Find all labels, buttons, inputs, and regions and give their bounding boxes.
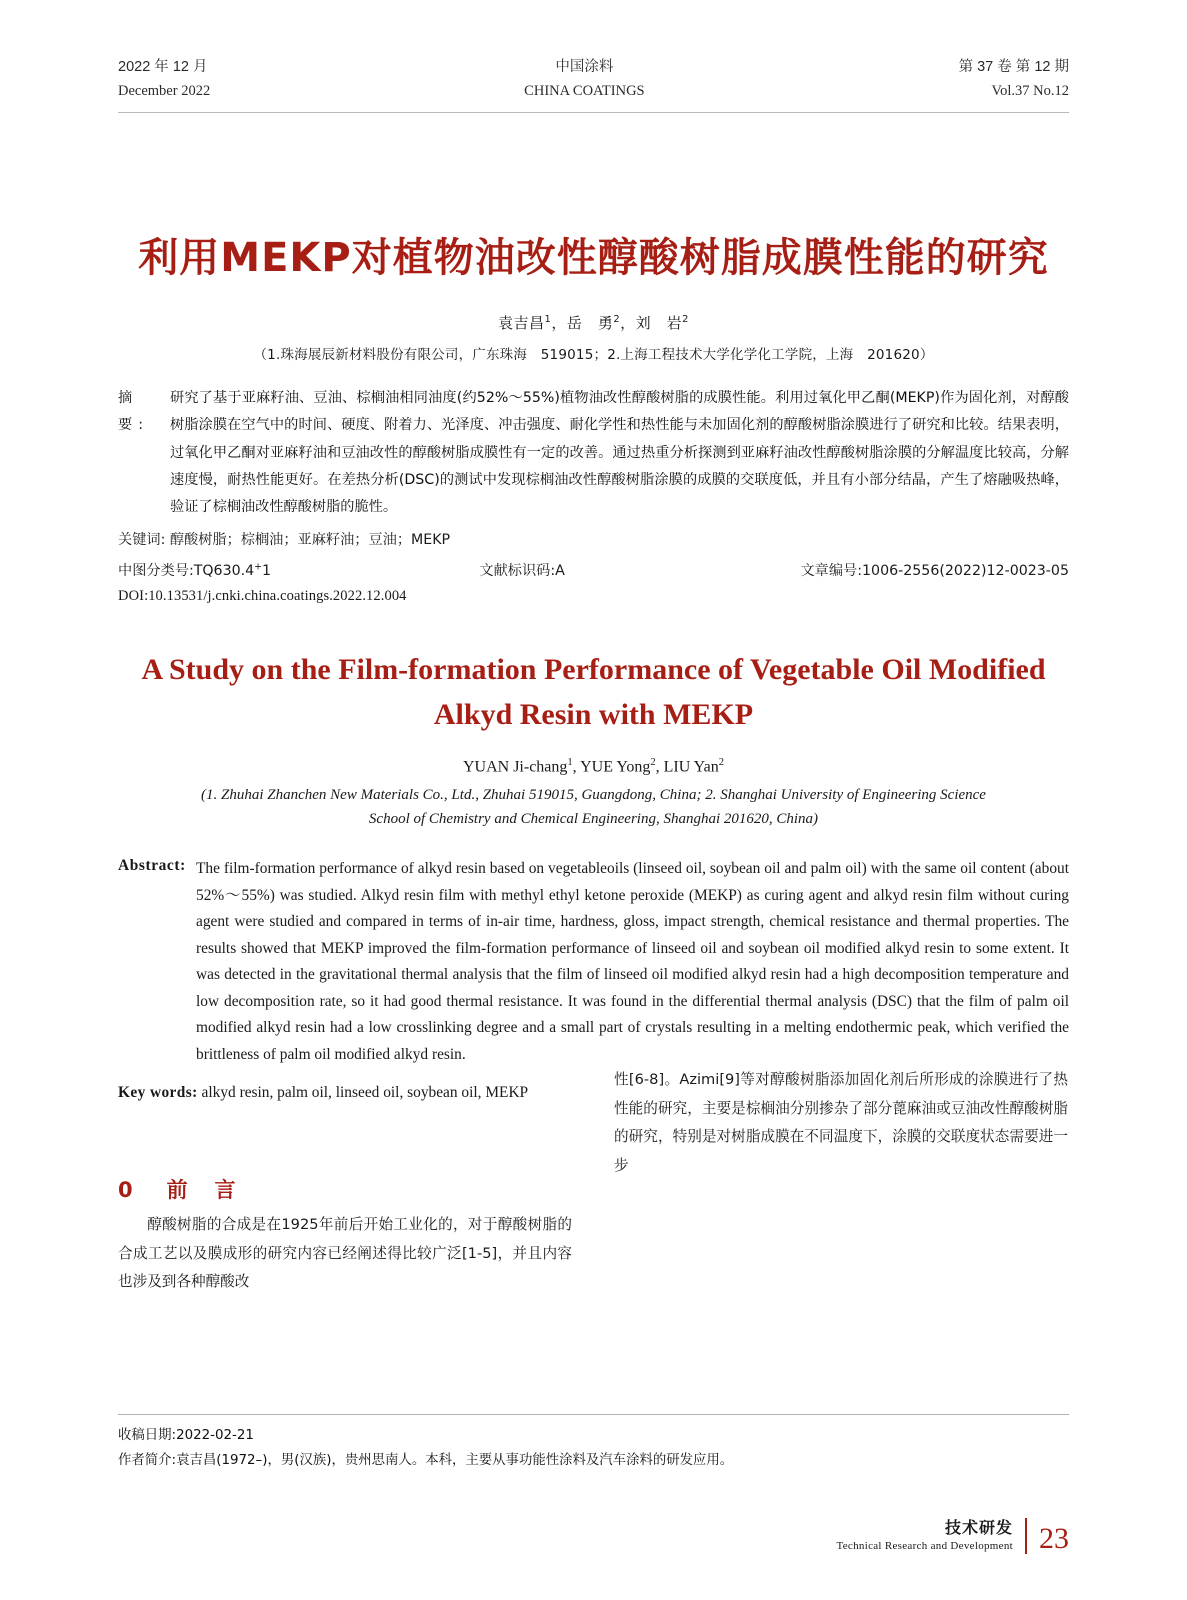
- authors-cn: 袁吉昌$^1$，岳 勇$^2$，刘 岩$^2$: [498, 314, 689, 333]
- abstract-cn: [118, 385, 1069, 521]
- running-head-date-cn: 2022 年 12 月: [118, 59, 208, 75]
- body-column-left: [118, 1112, 572, 1296]
- keywords-label-en: Key words:: [118, 1084, 198, 1102]
- footer-label-cn: 技术研发: [944, 1518, 1013, 1538]
- journal-name-en: CHINA COATINGS: [524, 82, 645, 99]
- body-paragraph: 性[6-8]。Azimi[9]等对醇酸树脂添加固化剂后所形成的涂膜进行了热性能的研究，主要是棕榈油分别掺杂了部分蓖麻油或豆油改性醇酸树脂的研究，特别是对树脂成膜在不同温度下，涂膜的交联度状态需要进一步: [614, 1071, 1068, 1174]
- abstract-en: [118, 853, 1069, 1068]
- clc-number: [118, 558, 479, 586]
- affiliation-cn: （1.珠海展辰新材料股份有限公司，广东珠海 519015；2.上海工程技术大学化学化工学院，上海 201620）: [253, 347, 934, 364]
- document-code-label: 文献标识码:: [479, 563, 556, 580]
- document-code-value: A: [555, 563, 565, 580]
- page-footer: [118, 1518, 1069, 1554]
- document-code: [479, 558, 764, 586]
- running-head-date-en: December 2022: [118, 82, 211, 99]
- running-head: [118, 56, 1069, 113]
- volume-issue-en: Vol.37 No.12: [991, 82, 1069, 99]
- abstract-text-cn: 研究了基于亚麻籽油、豆油、棕榈油相同油度(约52%～55%)植物油改性醇酸树脂的成膜性能。利用过氧化甲乙酮(MEKP)作为固化剂，对醇酸树脂涂膜在空气中的时间、硬度、附着力、光泽度、冲击强度、耐化学性和热性能与未加固化剂的醇酸树脂涂膜进行了研究和比较。结果表明，过氧化甲乙酮对亚麻籽油和豆油改性的醇酸树脂成膜性有一定的改善。通过热重分析探测到亚麻籽油改性醇酸树脂涂膜的分解温度比较高，分解速度慢，耐热性能更好。在差热分析(DSC)的测试中发现棕榈油改性醇酸树脂涂膜的成膜的交联度低，并且有小部分结晶，产生了熔融吸热峰，验证了棕榈油改性醇酸树脂的脆性。: [170, 390, 1069, 516]
- section-number: 0: [118, 1178, 136, 1203]
- article-number-value: 1006-2556(2022)12-0023-05: [862, 563, 1069, 580]
- affiliation-en-line1: (1. Zhuhai Zhanchen New Materials Co., Ltd., Zhuhai 519015, Guangdong, China; 2. Shanghai University of Engineering Science: [201, 787, 986, 804]
- running-head-left: [118, 56, 210, 104]
- running-head-center: [210, 56, 958, 104]
- abstract-label-cn: 摘 要:: [118, 390, 159, 434]
- affiliation-en: [118, 784, 1069, 831]
- keywords-cn: [118, 527, 1069, 554]
- footer-section-labels: [837, 1518, 1028, 1554]
- volume-issue-cn: 第 37 卷 第 12 期: [958, 59, 1069, 75]
- clc-value: TQ630.4+1: [193, 561, 272, 580]
- footer-label-en: Technical Research and Development: [836, 1540, 1013, 1553]
- abstract-label-en: Abstract:: [118, 856, 186, 874]
- article-title-en: A Study on the Film-formation Performance of Vegetable Oil Modified Alkyd Resin with MEKP: [141, 653, 1046, 732]
- body-paragraph: 醇酸树脂的合成是在1925年前后开始工业化的，对于醇酸树脂的合成工艺以及膜成形的研究内容已经阐述得比较广泛[1-5]，并且内容也涉及到各种醇酸改: [118, 1216, 572, 1291]
- doi: DOI:10.13531/j.cnki.china.coatings.2022.12.004: [118, 588, 407, 605]
- article-number: [765, 558, 1069, 586]
- article-number-label: 文章编号:: [800, 563, 863, 580]
- section-heading: [118, 1170, 572, 1211]
- body-column-right: [614, 1066, 1068, 1296]
- keywords-text-en: alkyd resin, palm oil, linseed oil, soybean oil, MEKP: [201, 1084, 529, 1102]
- journal-name-cn: 中国涂料: [555, 59, 614, 75]
- keywords-text-cn: 醇酸树脂；棕榈油；亚麻籽油；豆油；MEKP: [169, 532, 451, 549]
- keywords-label-cn: 关键词:: [118, 532, 166, 549]
- section-title: 前 言: [166, 1178, 239, 1203]
- abstract-text-en: The film-formation performance of alkyd resin based on vegetableoils (linseed oil, soybean oil and palm oil) with the same oil content (about 52%～55%) was studied. Alkyd resin film with methyl ethyl ketone peroxide (MEKP) as curing agent and alkyd resin film without curing agent were studied and compared in terms of in-air time, hardness, gloss, impact strength, chemical resistance and thermal properties. The results showed that MEKP improved the film-formation performance of linseed oil and soybean oil modified alkyd resin to some extent. It was detected in the gravitational thermal analysis that the film of linseed oil modified alkyd resin had a high decomposition temperature and low decomposition rate, so it had good thermal resistance. It was found in the differential thermal analysis (DSC) that the film of palm oil modified alkyd resin had a low crosslinking degree and a small part of crystals resulting in a melting endothermic peak, which verified the brittleness of palm oil modified alkyd resin.: [196, 860, 1069, 1063]
- page-number: 23: [1039, 1522, 1069, 1555]
- author-biography: 作者简介:袁吉昌(1972–)，男(汉族)，贵州思南人。本科，主要从事功能性涂料及汽车涂料的研发应用。: [118, 1453, 734, 1469]
- article-title-cn: 利用MEKP对植物油改性醇酸树脂成膜性能的研究: [138, 234, 1049, 281]
- article-metadata-cn: [118, 558, 1069, 586]
- clc-label: 中图分类号:: [118, 563, 194, 580]
- affiliation-en-line2: School of Chemistry and Chemical Engineering, Shanghai 201620, China): [368, 810, 819, 827]
- footnotes: [118, 1414, 1069, 1474]
- authors-en: YUAN Ji-chang$^1$, YUE Yong$^2$, LIU Yan$^2$: [462, 757, 725, 776]
- running-head-right: [959, 56, 1069, 104]
- received-date: 收稿日期:2022-02-21: [118, 1428, 254, 1444]
